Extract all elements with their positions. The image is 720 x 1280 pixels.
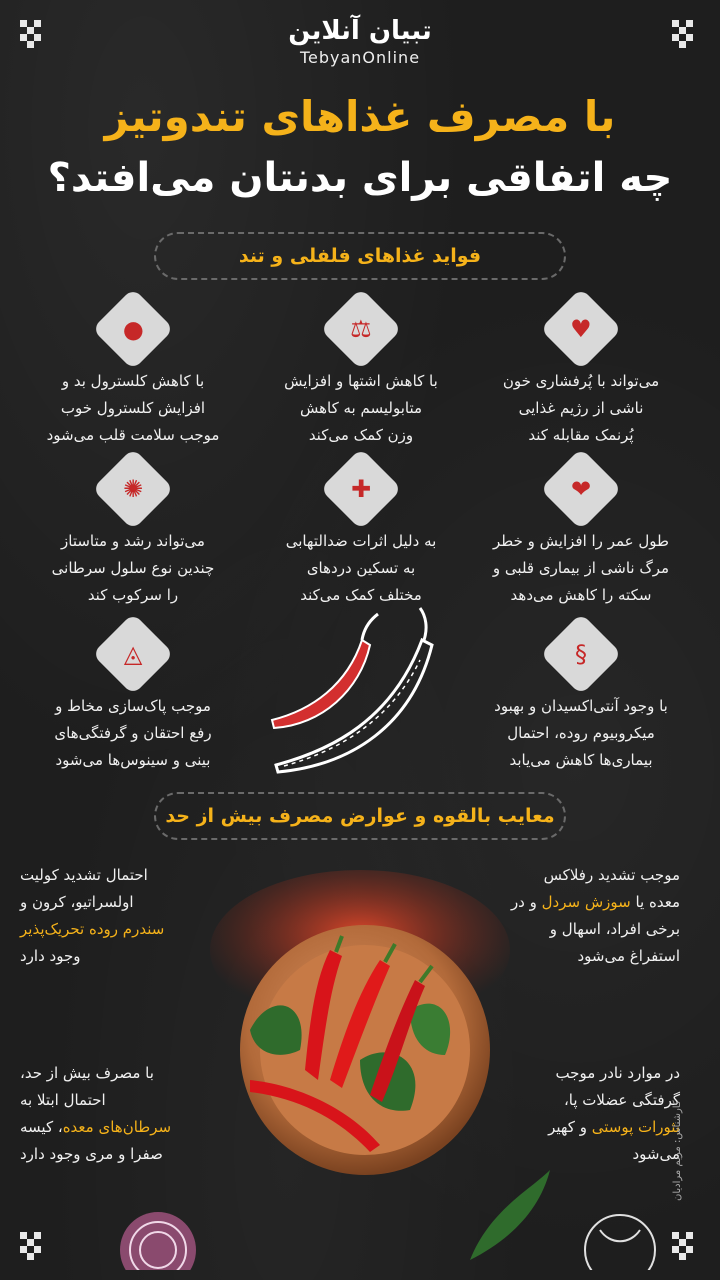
heart-icon: ❤ xyxy=(540,448,622,530)
benefits-heading-text: فواید غذاهای فلفلی و تند xyxy=(238,245,482,267)
benefit-text-8: موجب پاک‌سازی مخاط و رفع احتقان و گرفتگی‌های بینی و سینوس‌ها می‌شود xyxy=(54,697,212,769)
benefit-item-6 xyxy=(28,460,238,609)
benefit-text-4: طول عمر را افزایش و خطر مرگ ناشی از بیماری قلبی و سکته را کاهش می‌دهد xyxy=(492,532,670,604)
corner-dots-bottom-left xyxy=(20,1232,48,1260)
title-line-1: با مصرف غذاهای تندوتیز xyxy=(104,92,616,141)
brand-name-en: TebyanOnline xyxy=(299,48,421,67)
benefit-item-8 xyxy=(28,625,238,774)
onion-illustration xyxy=(118,1200,198,1270)
hazard-text-4-end: ، کیسه صفرا و مری وجود دارد xyxy=(20,1118,163,1163)
benefit-item-1 xyxy=(476,300,686,449)
chili-bowl-illustration xyxy=(210,870,520,1180)
benefit-item-4 xyxy=(476,460,686,609)
scale-icon: ⚖ xyxy=(320,288,402,370)
hazard-highlight-3: بثورات پوستی xyxy=(591,1118,680,1136)
benefit-text-6: می‌تواند رشد و متاستاز چندین نوع سلول سرطانی را سرکوب کند xyxy=(51,532,215,604)
hazard-highlight-4: سرطان‌های معده xyxy=(62,1118,172,1136)
benefit-text-1: می‌تواند با پُرفشاری خون ناشی از رژیم غذایی پُرنمک مقابله کند xyxy=(502,372,660,444)
cancer-cell-icon: ✺ xyxy=(92,448,174,530)
hazards-heading xyxy=(154,792,566,840)
medicine-bottle-icon: ✚ xyxy=(320,448,402,530)
blood-vessel-icon: ● xyxy=(92,288,174,370)
vegetables-sketch xyxy=(450,1150,660,1270)
expert-credit: کارشناس: مریم مرادیان xyxy=(672,1100,683,1201)
hazard-text-1: موجب تشدید رفلاکس معده یا xyxy=(543,866,680,911)
benefit-text-2: با کاهش اشتها و افزایش متابولیسم به کاهش وزن کمک می‌کند xyxy=(284,372,438,444)
hazard-text-4: با مصرف بیش از حد، احتمال ابتلا به xyxy=(20,1064,154,1109)
hazard-text-3: در موارد نادر موجب گرفتگی عضلات پا، xyxy=(555,1064,680,1109)
hazard-text-3-end: و کهیر می‌شود xyxy=(548,1118,680,1163)
benefit-item-3 xyxy=(28,300,238,449)
hazard-highlight-1: سوزش سردل xyxy=(541,893,631,911)
benefit-text-7: با وجود آنتی‌اکسیدان و بهبود میکروبیوم روده، احتمال بیماری‌ها کاهش می‌یابد xyxy=(494,697,668,769)
hazard-item-4 xyxy=(20,1060,235,1168)
intestine-icon: § xyxy=(540,613,622,695)
hazard-text-1-end: و در برخی افراد، اسهال و استفراغ می‌شود xyxy=(510,893,680,965)
hazard-item-2 xyxy=(20,862,235,970)
benefit-text-3: با کاهش کلسترول بد و افزایش کلسترول خوب موجب سلامت قلب می‌شود xyxy=(46,372,220,444)
benefit-item-2 xyxy=(256,300,466,449)
chili-peppers-illustration xyxy=(262,600,458,780)
brand-name-fa: تبیان آنلاین xyxy=(288,16,432,46)
hazard-highlight-2: سندرم روده تحریک‌پذیر xyxy=(20,920,165,938)
hazard-text-2-end: وجود دارد xyxy=(20,947,81,965)
hazard-text-2: احتمال تشدید کولیت اولسراتیو، کرون و xyxy=(20,866,148,911)
hazards-heading-text: معایب بالقوه و عوارض مصرف بیش از حد xyxy=(165,805,555,827)
benefit-text-5: به دلیل اثرات ضدالتهابی به تسکین دردهای مختلف کمک می‌کند xyxy=(285,532,437,604)
brand-logo xyxy=(0,16,720,67)
benefit-item-7 xyxy=(476,625,686,774)
benefits-heading xyxy=(154,232,566,280)
nose-icon: ◬ xyxy=(92,613,174,695)
title-line-2: چه اتفاقی برای بدنتان می‌افتد؟ xyxy=(47,155,673,201)
red-chili-drawing xyxy=(272,640,370,728)
blood-pressure-monitor-icon: ♥ xyxy=(540,288,622,370)
benefit-item-5 xyxy=(256,460,466,609)
